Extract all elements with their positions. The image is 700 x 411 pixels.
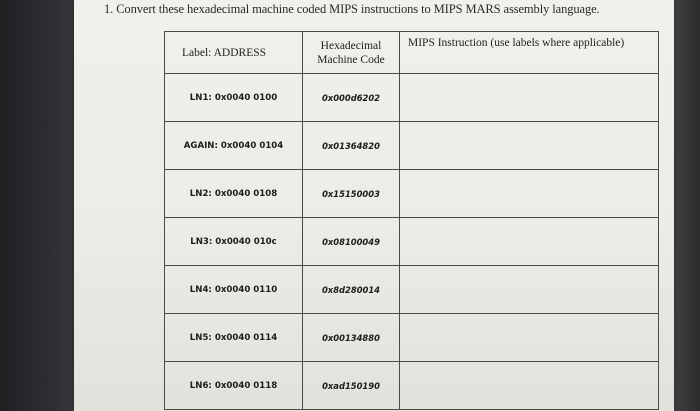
- row-mips-answer[interactable]: [400, 122, 659, 170]
- row-mips-answer[interactable]: [400, 266, 659, 314]
- row-hex-code: 0x000d6202: [303, 74, 400, 122]
- row-hex-code: 0x8d280014: [303, 266, 400, 314]
- row-label-address: LN6: 0x0040 0118: [165, 362, 303, 410]
- background-left: [0, 0, 74, 411]
- row-mips-answer[interactable]: [400, 218, 659, 266]
- row-label-address: LN1: 0x0040 0100: [165, 74, 303, 122]
- row-label-address: LN5: 0x0040 0114: [165, 314, 303, 362]
- row-hex-code: 0x01364820: [303, 122, 400, 170]
- row-hex-code: 0x15150003: [303, 170, 400, 218]
- header-hex-machine-code: [303, 32, 400, 74]
- table-row: [165, 74, 659, 122]
- row-mips-answer[interactable]: [400, 170, 659, 218]
- header-hex-line2: Machine Code: [317, 53, 385, 66]
- table-row: [165, 122, 659, 170]
- question-instruction: 1. Convert these hexadecimal machine coded MIPS instructions to MIPS MARS assembly language.: [104, 2, 600, 16]
- table-row: [165, 266, 659, 314]
- row-label-address: LN3: 0x0040 010c: [165, 218, 303, 266]
- row-mips-answer[interactable]: [400, 74, 659, 122]
- worksheet-paper: [74, 0, 674, 411]
- table-row: [165, 314, 659, 362]
- row-mips-answer[interactable]: [400, 362, 659, 410]
- table-row: [165, 362, 659, 410]
- header-mips-instruction: MIPS Instruction (use labels where applicable): [400, 32, 659, 74]
- row-label-address: LN4: 0x0040 0110: [165, 266, 303, 314]
- row-hex-code: 0x08100049: [303, 218, 400, 266]
- table-row: [165, 218, 659, 266]
- header-hex-line1: Hexadecimal: [320, 39, 382, 52]
- row-hex-code: 0x00134880: [303, 314, 400, 362]
- row-label-address: LN2: 0x0040 0108: [165, 170, 303, 218]
- table-header-row: [165, 32, 659, 74]
- row-mips-answer[interactable]: [400, 314, 659, 362]
- header-label-address: Label: ADDRESS: [165, 32, 303, 74]
- row-label-address: AGAIN: 0x0040 0104: [165, 122, 303, 170]
- row-hex-code: 0xad150190: [303, 362, 400, 410]
- conversion-table: [164, 31, 659, 410]
- table-row: [165, 170, 659, 218]
